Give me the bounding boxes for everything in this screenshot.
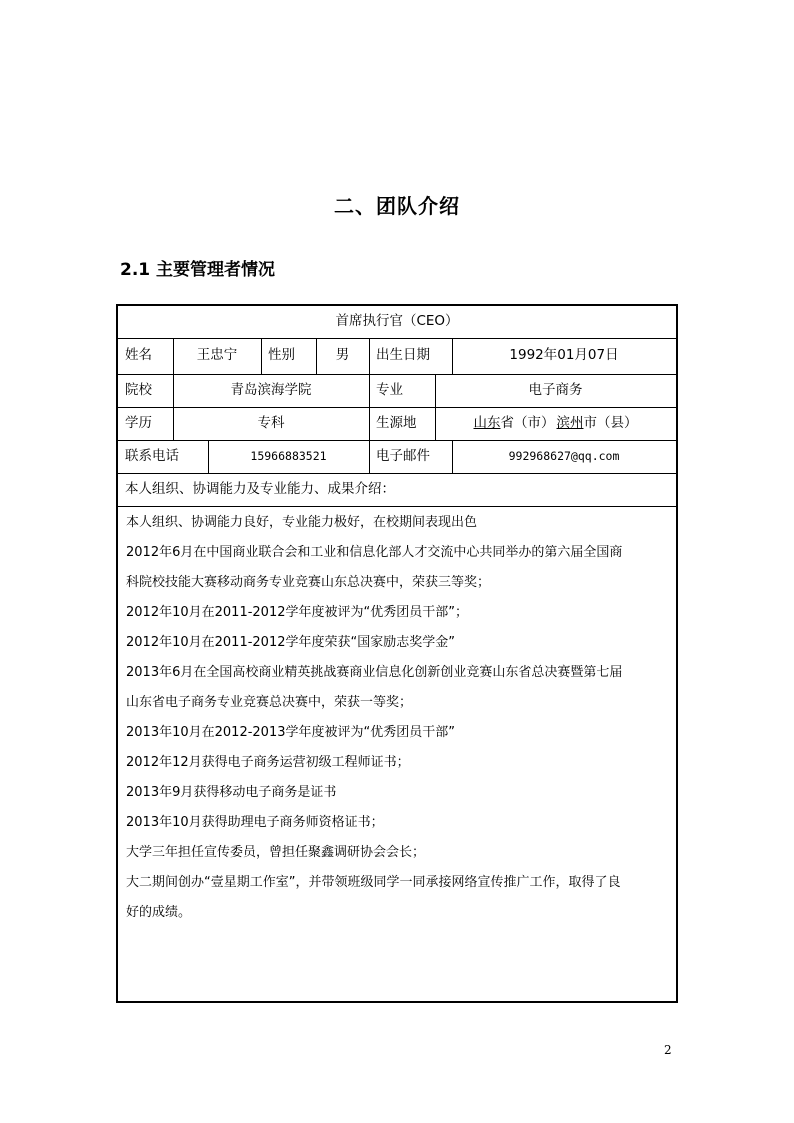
intro-line: 好的成绩。 (126, 905, 192, 920)
origin-city: 滨州 (556, 414, 584, 431)
intro-line: 本人组织、协调能力良好，专业能力极好，在校期间表现出色 (126, 515, 478, 530)
intro-text (126, 508, 672, 928)
intro-line: 2013年10月在2012-2013学年度被评为“优秀团员干部” (126, 725, 455, 740)
intro-label: 本人组织、协调能力及专业能力、成果介绍： (125, 480, 395, 497)
intro-line: 2013年9月获得移动电子商务是证书 (126, 785, 337, 800)
birth-date-label: 出生日期 (376, 347, 430, 364)
school-value: 青岛滨海学院 (230, 381, 312, 398)
birth-date-value: 1992年01月07日 (509, 347, 619, 364)
origin-value (435, 407, 676, 440)
name-label: 姓名 (125, 347, 152, 364)
intro-line: 2012年10月在2011-2012学年度荣获“国家励志奖学金” (126, 635, 455, 650)
major-label: 专业 (376, 381, 403, 398)
origin-label: 生源地 (376, 414, 417, 431)
phone-label: 联系电话 (125, 447, 179, 464)
phone-value: 15966883521 (250, 448, 327, 463)
email-label: 电子邮件 (376, 447, 430, 464)
intro-line: 2013年6月在全国高校商业精英挑战赛商业信息化创新创业竞赛山东省总决赛暨第七届 (126, 665, 623, 680)
intro-line: 2012年10月在2011-2012学年度被评为“优秀团员干部”； (126, 605, 468, 620)
intro-line: 2013年10月获得助理电子商务师资格证书； (126, 815, 384, 830)
intro-line: 山东省电子商务专业竞赛总决赛中，荣获一等奖； (126, 695, 413, 710)
origin-province: 山东 (473, 414, 501, 431)
section-title: 2.1 主要管理者情况 (120, 260, 276, 280)
intro-line: 科院校技能大赛移动商务专业竞赛山东总决赛中，荣获三等奖； (126, 575, 491, 590)
gender-label: 性别 (268, 347, 295, 364)
page-title: 二、团队介绍 (334, 194, 460, 218)
intro-line: 2012年6月在中国商业联合会和工业和信息化部人才交流中心共同举办的第六届全国商 (126, 545, 623, 560)
major-value: 电子商务 (528, 381, 583, 398)
page-number: 2 (664, 1043, 672, 1057)
table-header-ceo: 首席执行官（CEO） (335, 313, 459, 330)
education-label: 学历 (125, 414, 152, 431)
intro-line: 大二期间创办“壹星期工作室”，并带领班级同学一同承接网络宣传推广工作，取得了良 (126, 875, 621, 890)
intro-line: 2012年12月获得电子商务运营初级工程师证书； (126, 755, 410, 770)
intro-line: 大学三年担任宣传委员，曾担任聚鑫调研协会会长； (126, 845, 426, 860)
origin-city-suffix: 市（县） (583, 414, 638, 431)
manager-info-table (116, 304, 678, 1003)
gender-value: 男 (335, 347, 350, 364)
school-label: 院校 (125, 381, 152, 398)
email-value: 992968627@qq.com (508, 448, 620, 463)
origin-province-suffix: 省（市） (500, 414, 555, 431)
name-value: 王忠宁 (196, 347, 238, 364)
education-value: 专科 (257, 414, 285, 431)
